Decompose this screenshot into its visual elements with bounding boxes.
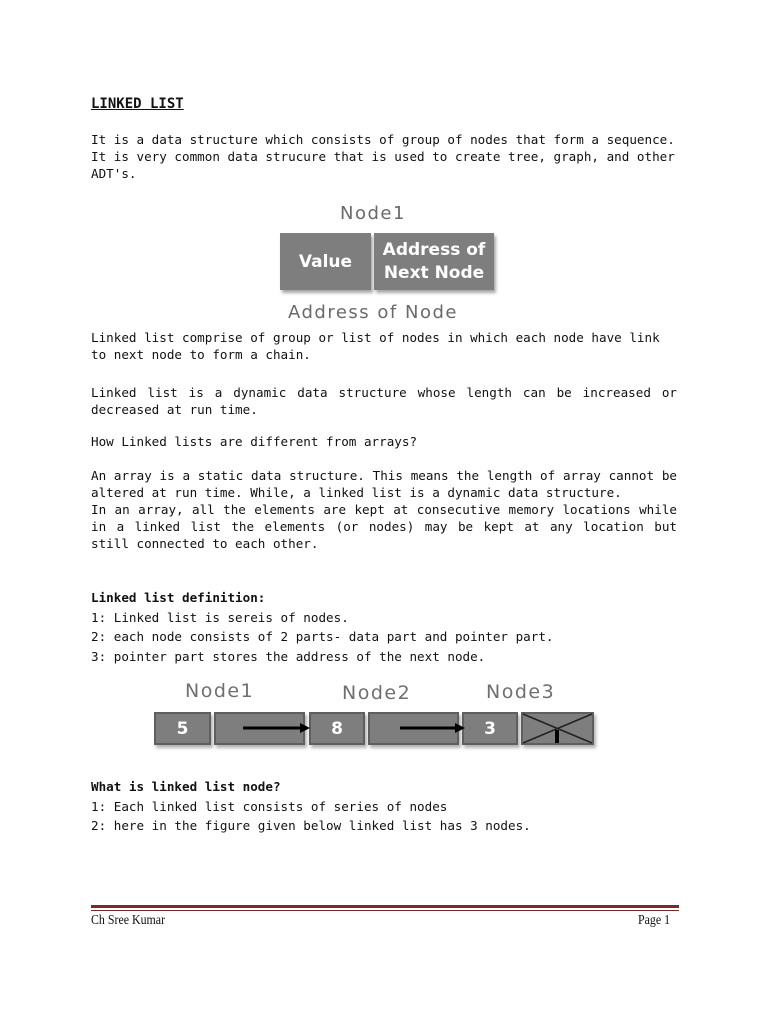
list-item: 1: Each linked list consists of series of nodes: [91, 798, 448, 814]
paragraph-line: to next node to form a chain.: [91, 347, 311, 362]
list-item: 3: pointer part stores the address of the next node.: [91, 648, 486, 664]
paragraph-line: altered at run time. While, a linked list is a dynamic data structure.: [91, 485, 622, 500]
footer-rule: [91, 910, 679, 911]
intro-line: It is a data structure which consists of group of nodes that form a sequence.: [91, 132, 675, 147]
node-data-cell: 8: [309, 712, 365, 745]
intro-line: ADT's.: [91, 166, 137, 181]
null-cross-icon: [523, 714, 592, 743]
node-label: Node2: [342, 682, 412, 704]
footer-author: Ch Sree Kumar: [91, 913, 166, 928]
node-data-cell: 5: [154, 712, 211, 745]
footer-page-number: Page 1: [638, 913, 671, 928]
node-data-cell: 3: [462, 712, 518, 745]
paragraph-line: In an array, all the elements are kept at consecutive memory locations while: [91, 502, 677, 517]
address-box-line: Address of: [382, 239, 486, 260]
list-item: 2: here in the figure given below linked list has 3 nodes.: [91, 818, 531, 833]
footer-rule: [91, 905, 679, 908]
paragraph-line: Linked list is a dynamic data structure whose length can be increased or: [91, 385, 677, 400]
paragraph-line: An array is a static data structure. This means the length of array cannot be: [91, 468, 677, 483]
node-label: Node3: [486, 681, 556, 703]
paragraph-line: in a linked list the elements (or nodes) may be kept at any location but: [91, 519, 677, 534]
section-heading: Linked list definition:: [91, 590, 266, 605]
section-heading: What is linked list node?: [91, 779, 281, 794]
list-item: 1: Linked list is sereis of nodes.: [91, 609, 349, 625]
value-box: Value: [280, 233, 371, 290]
paragraph-line: still connected to each other.: [91, 536, 319, 551]
paragraph-line: decreased at run time.: [91, 402, 258, 417]
address-box-line: Next Node: [383, 262, 485, 283]
question-line: How Linked lists are different from arrays?: [91, 434, 418, 449]
document-title: LINKED LIST: [91, 96, 184, 112]
node-section: [91, 777, 531, 836]
diagram-caption: Address of Node: [288, 302, 458, 323]
diagram-node-label: Node1: [340, 203, 406, 224]
intro-line: It is very common data strucure that is used to create tree, graph, and other: [91, 149, 675, 164]
node-label: Node1: [185, 680, 255, 702]
list-item: 2: each node consists of 2 parts- data part and pointer part.: [91, 629, 554, 644]
paragraph-line: Linked list comprise of group or list of nodes in which each node have link: [91, 330, 660, 345]
